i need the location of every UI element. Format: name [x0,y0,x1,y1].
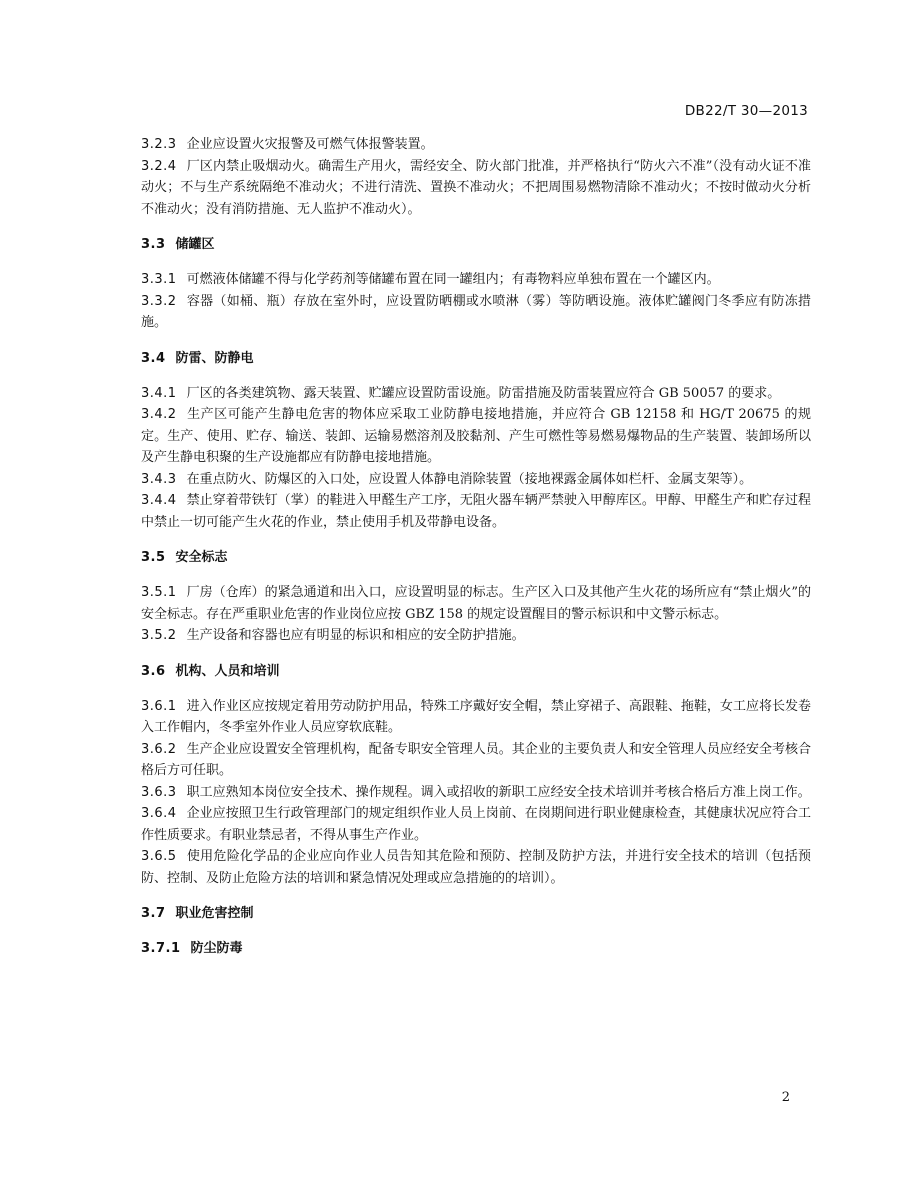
section-number: 3.6 [141,663,166,679]
clause-3-3-2 [141,291,811,334]
clause-number: 3.4.1 [141,385,177,401]
clause-number: 3.4.2 [141,407,177,422]
clause-3-6-2 [141,739,811,782]
section-heading-3-7 [141,903,811,925]
clause-3-5-1 [141,582,811,625]
clause-text: 容器（如桶、瓶）存放在室外时，应设置防晒棚或水喷淋（雾）等防晒设施。液体贮罐阀门冬季应有防冻措施。 [141,293,811,330]
clause-3-3-1 [141,269,811,291]
clause-3-6-4 [141,803,811,846]
clause-text: 企业应按照卫生行政管理部门的规定组织作业人员上岗前、在岗期间进行职业健康检查，其健康状况应符合工作性质要求。有职业禁忌者，不得从事生产作业。 [141,806,811,843]
section-title: 防雷、防静电 [175,350,254,366]
clause-3-6-1 [141,696,811,739]
clause-text: 使用危险化学品的企业应向作业人员告知其危险和预防、控制及防护方法，并进行安全技术的培训（包括预防、控制、及防止危险方法的培训和紧急情况处理或应急措施的的培训）。 [141,849,811,886]
clause-text: 企业应设置火灾报警及可燃气体报警装置。 [186,137,434,152]
section-title: 安全标志 [175,550,228,565]
clause-number: 3.6.2 [141,741,177,757]
standard-code: DB22/T 30—2013 [684,103,808,119]
section-heading-3-5 [141,547,811,569]
clause-number: 3.3.1 [141,272,177,287]
clause-3-2-3 [141,134,811,156]
clause-text: 可燃液体储罐不得与化学药剂等储罐布置在同一罐组内；有毒物料应单独布置在一个罐区内。 [186,272,720,287]
section-heading-3-3 [141,234,811,256]
clause-text: 进入作业区应按规定着用劳动防护用品，特殊工序戴好安全帽，禁止穿裙子、高跟鞋、拖鞋，女工应将长发卷入工作帽内，冬季室外作业人员应穿软底鞋。 [141,698,811,735]
clause-3-4-3 [141,469,811,491]
section-title: 机构、人员和培训 [175,663,280,679]
clause-3-4-4 [141,490,811,533]
clause-text: 生产设备和容器也应有明显的标识和相应的安全防护措施。 [186,628,525,643]
clause-number: 3.6.3 [141,784,177,800]
clause-number: 3.5.1 [141,585,177,600]
section-heading-3-6 [141,661,811,683]
clause-text: 厂房（仓库）的紧急通道和出入口，应设置明显的标志。生产区入口及其他产生火花的场所应有“禁止烟火”的安全标志。存在严重职业危害的作业岗位应按 GBZ 158 的规定设置醒目的警示标识和中文警示标志。 [141,585,811,622]
clause-text: 厂区的各类建筑物、露天装置、贮罐应设置防雷设施。防雷措施及防雷装置应符合 GB 50057 的要求。 [186,385,781,401]
clause-3-4-1 [141,383,811,405]
section-number: 3.7 [141,906,166,921]
section-number: 3.5 [141,550,166,565]
clause-text: 生产区可能产生静电危害的物体应采取工业防静电接地措施，并应符合 GB 12158 和 HG/T 20675 的规定。生产、使用、贮存、输送、装卸、运输易燃溶剂及胶黏剂、产生可燃性等易燃易爆物品的生产装置、装卸场所以及产生静电积聚的生产设施都应有防静电接地措施。 [141,407,811,465]
clause-text: 厂区内禁止吸烟动火。确需生产用火，需经安全、防火部门批准，并严格执行“防火六不准”（没有动火证不准动火；不与生产系统隔绝不准动火；不进行清洗、置换不准动火；不把周围易燃物清除不准动火；不按时做动火分析不准动火；没有消防措施、无人监护不准动火）。 [141,158,811,217]
section-title: 储罐区 [175,237,215,252]
clause-3-2-4 [141,156,811,221]
section-number: 3.3 [141,237,166,252]
clause-number: 3.6.5 [141,849,177,864]
section-number: 3.7.1 [141,941,181,956]
clause-3-5-2 [141,625,811,647]
section-title: 职业危害控制 [175,906,254,921]
clause-number: 3.4.3 [141,471,177,487]
clause-number: 3.2.4 [141,158,177,174]
document-body [141,134,811,960]
clause-number: 3.4.4 [141,493,177,508]
section-heading-3-7-1 [141,938,811,960]
clause-3-6-3 [141,782,811,804]
page-number: 2 [781,1090,790,1105]
clause-text: 职工应熟知本岗位安全技术、操作规程。调入或招收的新职工应经安全技术培训并考核合格后方准上岗工作。 [186,784,811,800]
section-number: 3.4 [141,350,166,366]
section-title: 防尘防毒 [190,941,243,956]
clause-number: 3.3.2 [141,293,177,309]
clause-text: 生产企业应设置安全管理机构，配备专职安全管理人员。其企业的主要负责人和安全管理人员应经安全考核合格后方可任职。 [141,741,811,778]
section-heading-3-4 [141,348,811,370]
clause-text: 禁止穿着带铁钉（掌）的鞋进入甲醛生产工序，无阻火器车辆严禁驶入甲醇库区。甲醇、甲醛生产和贮存过程中禁止一切可能产生火花的作业，禁止使用手机及带静电设备。 [141,493,811,530]
clause-3-6-5 [141,846,811,889]
clause-number: 3.6.4 [141,806,177,821]
clause-3-4-2 [141,404,811,469]
clause-text: 在重点防火、防爆区的入口处，应设置人体静电消除装置（接地裸露金属体如栏杆、金属支架等）。 [186,471,753,487]
clause-number: 3.6.1 [141,698,177,714]
clause-number: 3.5.2 [141,628,177,643]
clause-number: 3.2.3 [141,137,177,152]
